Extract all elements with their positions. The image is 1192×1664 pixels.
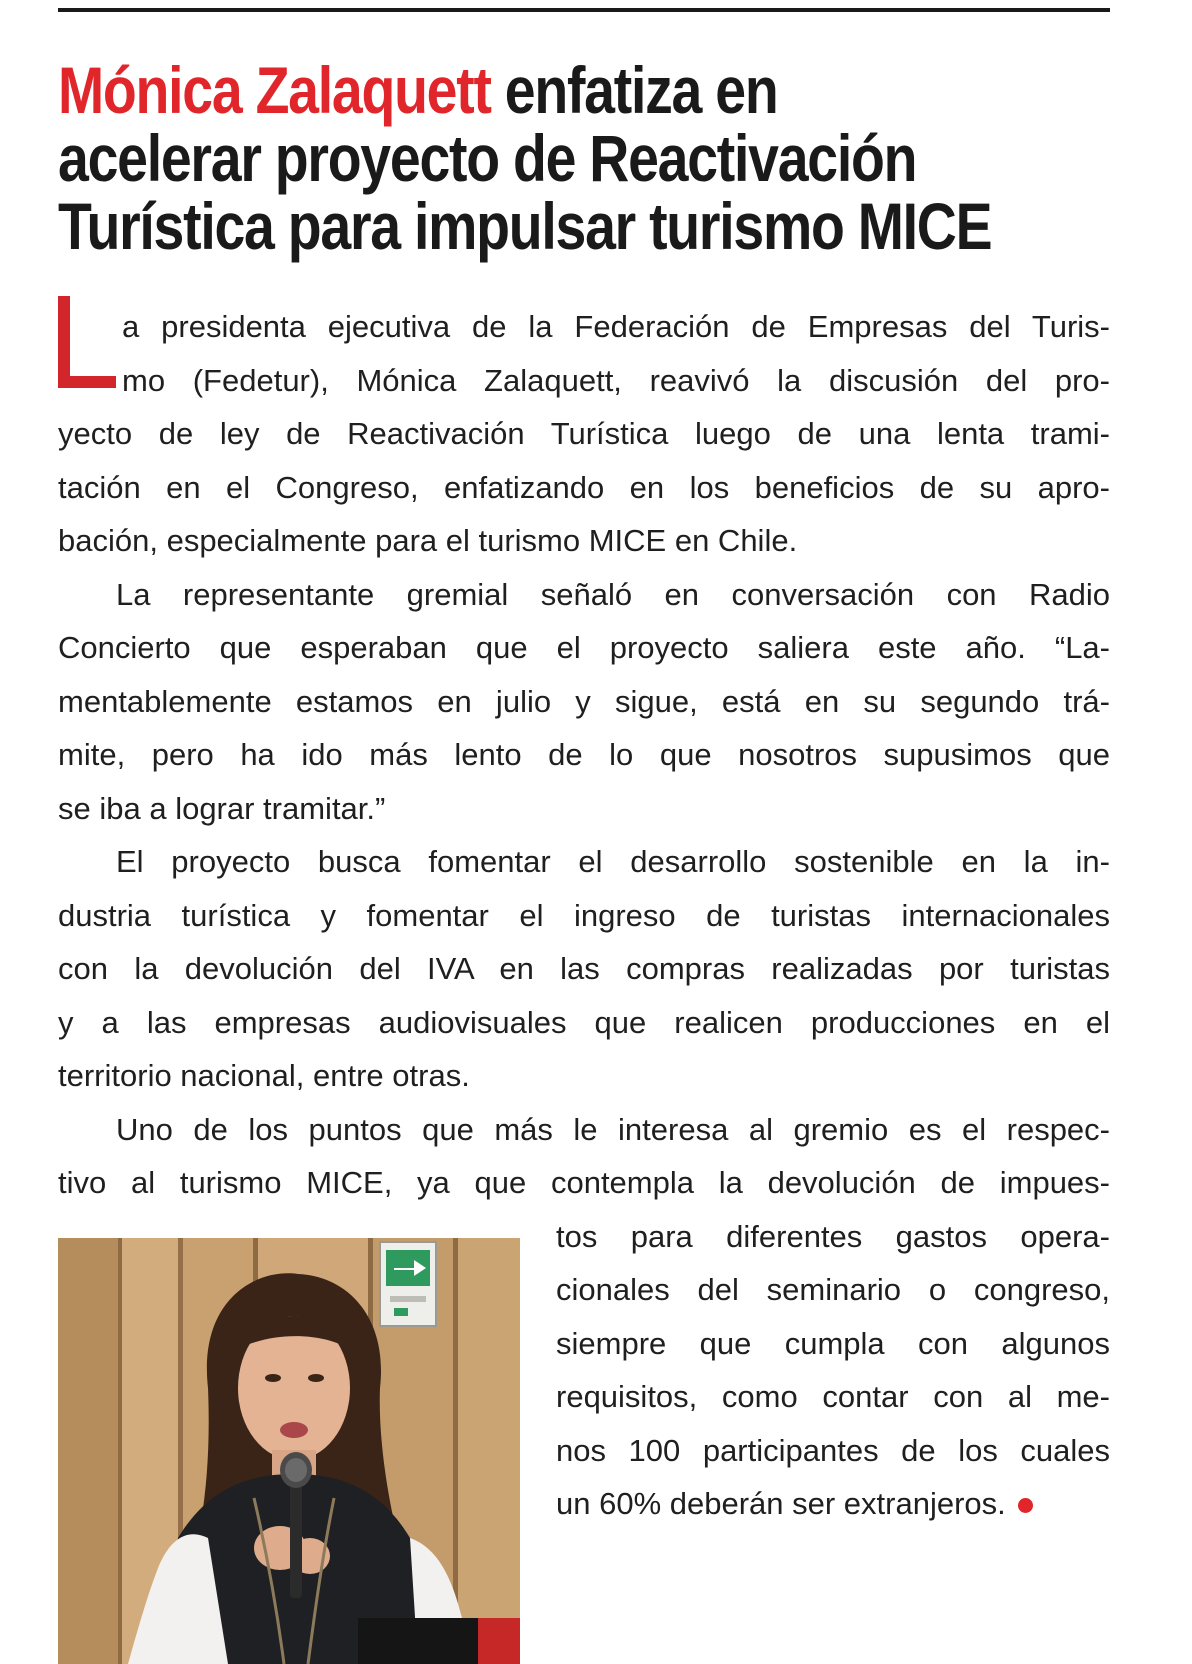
paragraph-line: tación en el Congreso, enfatizando en los beneficios de su apro-	[58, 469, 1110, 505]
paragraph-line: Uno de los puntos que más le interesa al gremio es el respec-	[116, 1111, 1110, 1147]
headline	[58, 53, 992, 263]
paragraph-line: requisitos, como contar con al me-	[556, 1379, 1110, 1414]
paragraph-3	[58, 835, 1110, 1103]
photo-woman-speaking	[58, 1238, 520, 1664]
paragraph-line: nos 100 participantes de los cuales	[556, 1432, 1110, 1468]
headline-name-highlight: Mónica Zalaquett	[58, 53, 491, 127]
paragraph-line: dustria turística y fomentar el ingreso de turistas internacionales	[58, 897, 1110, 933]
paragraph-line: bación, especialmente para el turismo MICE en Chile.	[58, 523, 798, 558]
paragraph-line: mentablemente estamos en julio y sigue, está en su segundo trá-	[58, 683, 1110, 719]
paragraph-line: La representante gremial señaló en conversación con Radio	[116, 576, 1110, 612]
headline-line-2: acelerar proyecto de Reactivación	[58, 121, 917, 195]
paragraph-line: yecto de ley de Reactivación Turística luego de una lenta trami-	[58, 416, 1110, 451]
paragraph-line: siempre que cumpla con algunos	[556, 1325, 1110, 1361]
paragraph-line: con la devolución del IVA en las compras realizadas por turistas	[58, 951, 1110, 986]
paragraph-line: territorio nacional, entre otras.	[58, 1058, 470, 1093]
paragraph-line: y a las empresas audiovisuales que realicen producciones en el	[58, 1004, 1110, 1040]
paragraph-line: cionales del seminario o congreso,	[556, 1272, 1110, 1307]
paragraph-line: tivo al turismo MICE, ya que contempla la devolución de impues-	[58, 1165, 1110, 1200]
paragraph-line: tos para diferentes gastos opera-	[556, 1218, 1110, 1254]
end-of-article-dot	[1018, 1498, 1033, 1513]
paragraph-line: El proyecto busca fomentar el desarrollo sostenible en la in-	[116, 844, 1110, 879]
headline-line-3: Turística para impulsar turismo MICE	[58, 189, 992, 263]
paragraph-line: Concierto que esperaban que el proyecto saliera este año. “La-	[58, 630, 1110, 665]
paragraph-1	[58, 300, 1110, 568]
headline-line-1	[58, 53, 948, 127]
article-photo	[58, 1238, 520, 1664]
paragraph-final-text: un 60% deberán ser extranjeros.	[556, 1486, 1006, 1521]
paragraph-line: a presidenta ejecutiva de la Federación de Empresas del Turis-	[122, 309, 1110, 344]
paragraph-line: mo (Fedetur), Mónica Zalaquett, reavivó la discusión del pro-	[122, 362, 1110, 398]
headline-line-1-rest: enfatiza en	[490, 53, 778, 127]
paragraph-line: se iba a lograr tramitar.”	[58, 790, 386, 826]
paragraph-2	[58, 568, 1110, 836]
paragraph-line: mite, pero ha ido más lento de lo que nosotros supusimos que	[58, 737, 1110, 772]
top-rule	[58, 8, 1110, 12]
paragraph-line-final	[556, 1477, 1110, 1531]
